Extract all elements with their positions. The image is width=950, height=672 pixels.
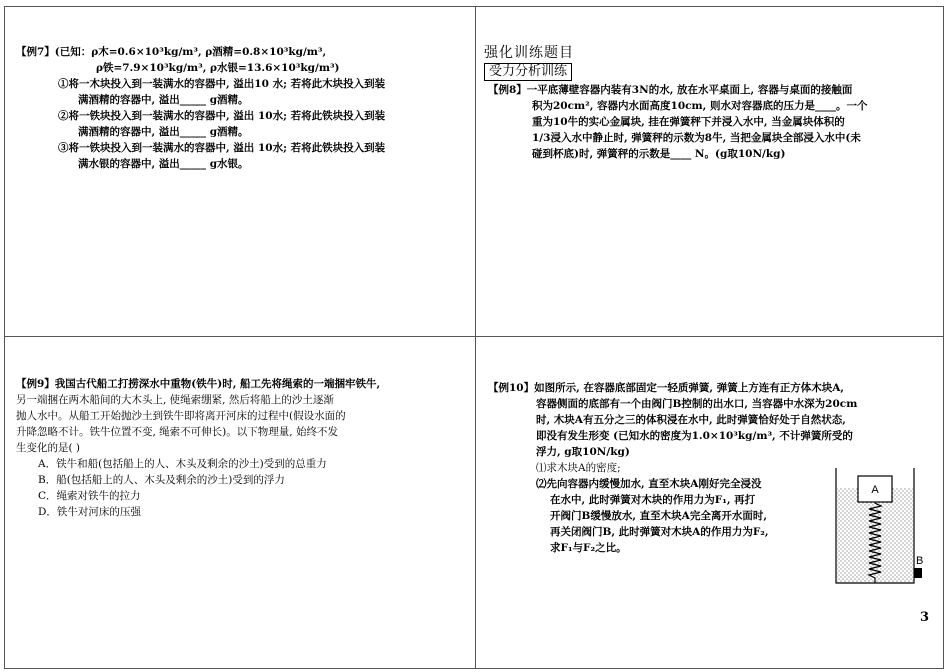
- example-8-line: 1/3浸入水中静止时, 弹簧秤的示数为8牛, 当把金属块全部浸入水中(未: [532, 132, 861, 144]
- example-9-option-c: C．绳索对铁牛的拉力: [38, 490, 141, 502]
- valve-b-label: B: [916, 555, 924, 567]
- section-title: 强化训练题目: [484, 45, 574, 61]
- example-9-line: 【例9】我国古代船工打捞深水中重物(铁牛)时, 船工先将绳索的一端捆牢铁牛,: [16, 378, 381, 390]
- example-10-line: 即没有发生形变 (已知水的密度为1.0×10³kg/m³, 不计弹簧所受的: [536, 430, 853, 442]
- vertical-divider: [475, 6, 476, 669]
- example-8-line: 碰到杯底)时, 弹簧秤的示数是____ N。(g取10N/kg): [532, 148, 786, 160]
- container-figure: [828, 468, 930, 586]
- example-9-line: 抛人水中。从船工开始抛沙土到铁牛即将离开河床的过程中(假设水面的: [16, 410, 346, 422]
- example-7-item-3: ③将一铁块投入到一装满水的容器中, 溢出 10水; 若将此铁块投入到装: [58, 142, 386, 154]
- example-7-item-1: ①将一木块投入到一装满水的容器中, 溢出10 水; 若将此木块投入到装: [58, 78, 386, 90]
- example-9: [16, 376, 468, 520]
- example-8-line: 重为10牛的实心金属块, 挂在弹簧秤下并浸入水中, 当金属块体积的: [532, 116, 845, 128]
- example-10-question-1: ⑴求木块A的密度;: [536, 462, 621, 474]
- example-9-line: 另一端捆在两木船间的大木头上, 使绳索绷紧, 然后将船上的沙土逐渐: [16, 394, 334, 406]
- horizontal-divider: [4, 336, 944, 337]
- example-10-question-2: 求F₁与F₂之比。: [550, 542, 627, 554]
- example-7-item-2: ②将一铁块投入到一装满水的容器中, 溢出 10水; 若将此铁块投入到装: [58, 110, 386, 122]
- example-9-line: 升降忽略不计。铁牛位置不变, 绳索不可伸长)。以下物理量, 始终不发: [16, 426, 338, 438]
- example-7-item-3b: 满水银的容器中, 溢出_____ g水银。: [78, 158, 249, 170]
- example-10-line: 时, 木块A有五分之三的体积浸在水中, 此时弹簧恰好处于自然状态,: [536, 414, 846, 426]
- valve-b: [914, 568, 922, 578]
- example-7-head-2: ρ铁=7.9×10³kg/m³, ρ水银=13.6×10³kg/m³): [96, 62, 340, 74]
- example-7-head: 【例7】(已知：ρ木=0.6×10³kg/m³, ρ酒精=0.8×10³kg/m³,: [16, 46, 327, 58]
- example-9-line: 生变化的是( ): [16, 442, 81, 454]
- section-tag: 受力分析训练: [484, 63, 572, 81]
- example-7-item-2b: 满酒精的容器中, 溢出_____ g酒精。: [78, 126, 249, 138]
- example-7-item-1b: 满酒精的容器中, 溢出_____ g酒精。: [78, 94, 249, 106]
- example-10-question-2: 开阀门B缓慢放水, 直至木块A完全离开水面时,: [550, 510, 767, 522]
- example-10-line: 【例10】如图所示, 在容器底部固定一轻质弹簧, 弹簧上方连有正方体木块A,: [488, 382, 845, 394]
- example-10-line: 浮力, g取10N/kg): [536, 446, 630, 458]
- block-a-label: A: [871, 484, 879, 496]
- page-number: 3: [920, 610, 930, 625]
- example-10-question-2: 在水中, 此时弹簧对木块的作用力为F₁, 再打: [550, 494, 756, 506]
- example-8: [488, 82, 938, 162]
- example-10-question-2: ⑵先向容器内缓慢加水, 直至木块A刚好完全浸没: [536, 478, 762, 490]
- example-10-question-2: 再关闭阀门B, 此时弹簧对木块A的作用力为F₂,: [550, 526, 769, 538]
- example-9-option-a: A．铁牛和船(包括船上的人、木头及剩余的沙土)受到的总重力: [38, 458, 327, 470]
- example-7: [16, 44, 466, 172]
- example-9-option-d: D．铁牛对河床的压强: [38, 506, 141, 518]
- example-8-line: 积为20cm², 容器内水面高度10cm, 则水对容器底的压力是____。一个: [532, 100, 868, 112]
- example-9-option-b: B．船(包括船上的人、木头及剩余的沙土)受到的浮力: [38, 474, 285, 486]
- example-8-line: 【例8】一平底薄壁容器内装有3N的水, 放在水平桌面上, 容器与桌面的接触面: [488, 84, 853, 96]
- example-10-line: 容器侧面的底部有一个由阀门B控制的出水口, 当容器中水深为20cm: [536, 398, 858, 410]
